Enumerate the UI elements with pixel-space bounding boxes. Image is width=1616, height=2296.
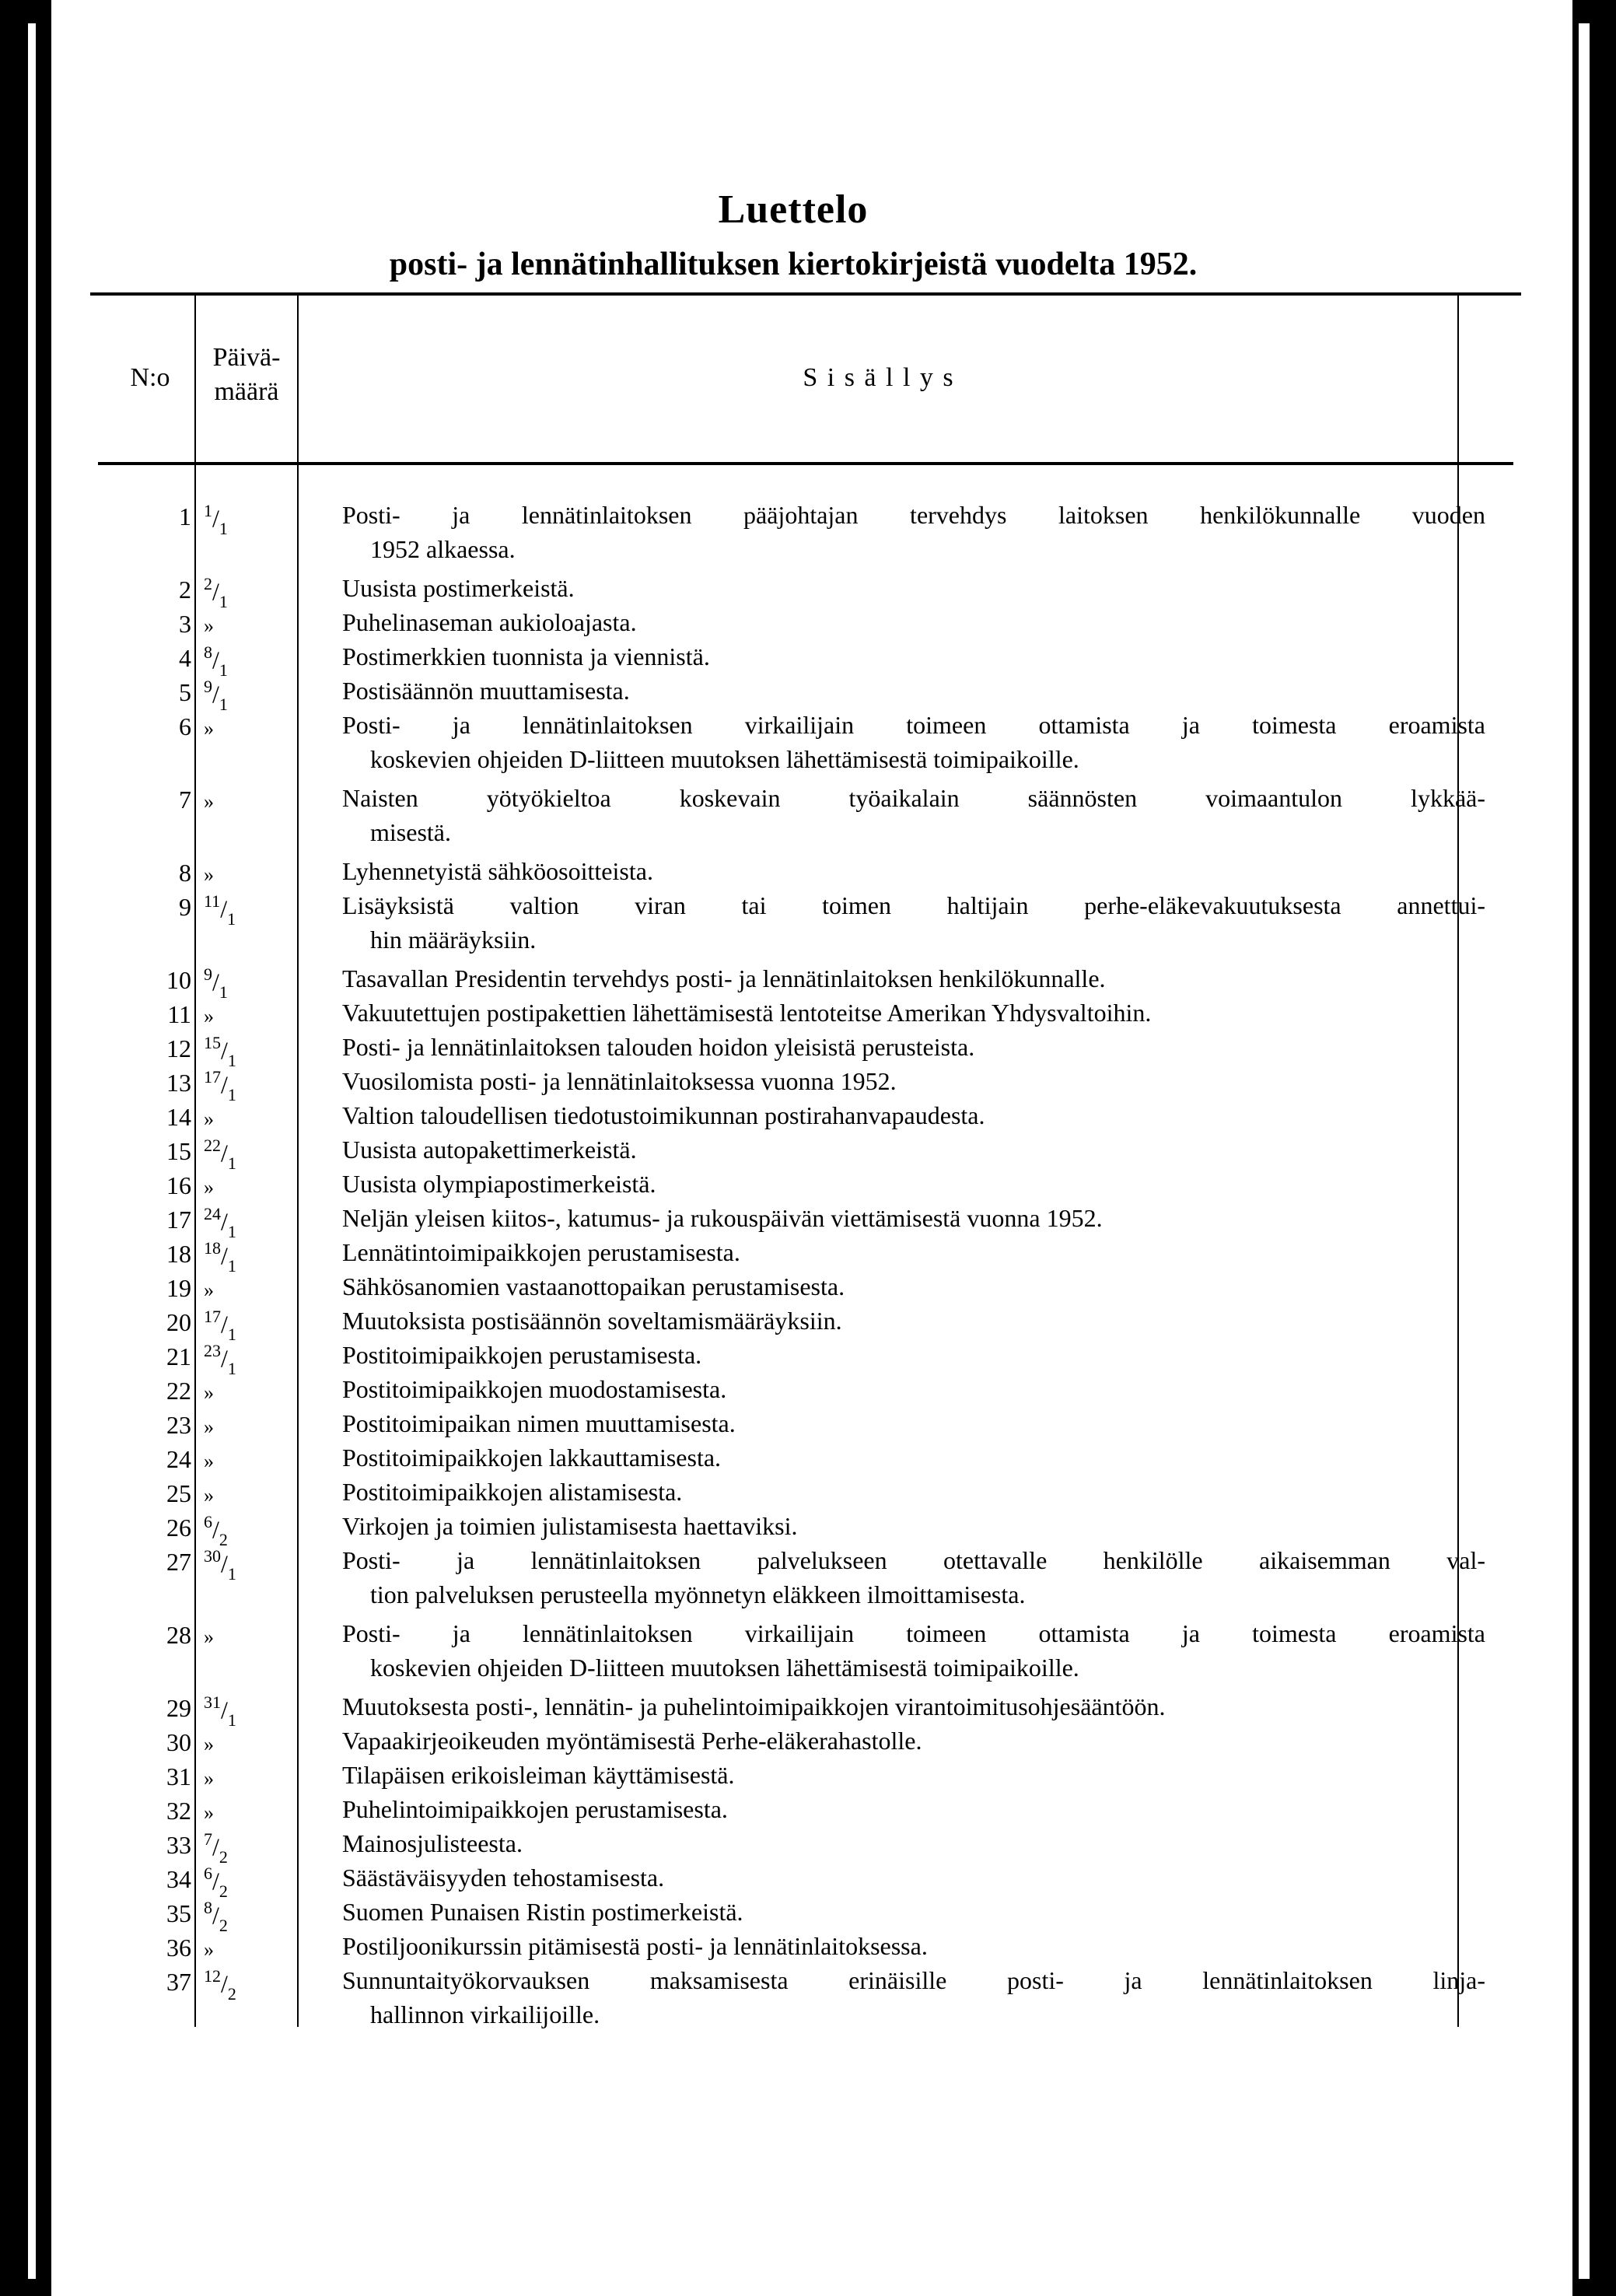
content-line: Posti- ja lennätinlaitoksen virkailijain toimeen ottamista ja toimesta eroamista [342,1619,1485,1647]
ditto-mark: » [204,1801,214,1824]
date-slash: / [212,646,219,674]
date-month: 1 [227,1564,236,1584]
row-number: 36 [166,1934,191,1962]
row-date [204,1934,320,1962]
row-date [204,1137,320,1172]
row-number: 13 [166,1069,191,1097]
content-line: Suomen Punaisen Ristin postimerkeistä. [342,1898,743,1926]
date-month: 2 [219,1916,228,1936]
content-line: koskevien ohjeiden D-liitteen muutoksen lähettämisestä toimipaikoille. [370,745,1079,773]
row-content [342,1860,1485,1895]
page-title: Luettelo [718,187,869,232]
content-line: Muutoksista postisäännön soveltamismääräyksiin. [342,1307,842,1335]
row-number: 32 [166,1797,191,1825]
row-content [342,1689,1485,1724]
ditto-mark: » [204,863,214,886]
date-slash: / [212,680,219,709]
row-number: 4 [179,644,191,672]
row-date [204,1308,320,1343]
date-day: 11 [204,891,221,911]
row-date [204,893,320,928]
date-slash: / [220,894,228,923]
date-day: 30 [204,1546,221,1566]
row-content [342,888,1485,957]
row-date [204,712,320,741]
row-number: 19 [166,1274,191,1302]
row-number: 14 [166,1103,191,1131]
date-slash: / [212,968,219,996]
date-day: 22 [204,1136,221,1155]
row-content [342,1758,1485,1792]
content-line: Uusista autopakettimerkeistä. [342,1136,637,1164]
row-date [204,1899,320,1934]
row-content [342,1440,1485,1475]
row-date [204,1797,320,1825]
content-line: misestä. [370,818,451,846]
scan-edge-right [1579,23,1590,2279]
row-content [342,1201,1485,1235]
date-month: 1 [219,660,228,681]
row-number: 18 [166,1240,191,1268]
content-line: Lisäyksistä valtion viran tai toimen haltijain perhe-eläkevakuutuksesta annettui- [342,891,1485,919]
row-number: 20 [166,1308,191,1336]
row-date [204,1377,320,1405]
row-date [204,1445,320,1474]
row-content [342,708,1485,776]
content-line: Tilapäisen erikoisleiman käyttämisestä. [342,1761,735,1789]
date-day: 8 [204,642,212,662]
ditto-mark: » [204,1279,214,1301]
row-number: 9 [179,893,191,921]
date-slash: / [221,1344,228,1373]
date-month: 1 [219,519,228,539]
date-month: 2 [227,1984,236,2004]
row-date [204,678,320,713]
ditto-mark: » [204,1767,214,1790]
date-month: 1 [227,1085,236,1105]
date-slash: / [212,577,219,606]
row-date [204,1034,320,1069]
row-number: 34 [166,1865,191,1893]
date-month: 2 [219,1847,228,1867]
row-date [204,610,320,639]
row-number: 30 [166,1728,191,1756]
date-slash: / [221,1696,228,1724]
date-slash: / [212,1515,219,1544]
row-date [204,1548,320,1583]
row-content [342,996,1485,1030]
date-day: 17 [204,1307,221,1326]
content-line: Posti- ja lennätinlaitoksen virkailijain toimeen ottamista ja toimesta eroamista [342,711,1485,739]
row-content [342,1064,1485,1098]
content-line: hallinnon virkailijoille. [370,2000,600,2028]
content-line: Valtion taloudellisen tiedotustoimikunnan postirahanvapaudesta. [342,1101,985,1129]
row-content [342,571,1485,605]
date-month: 1 [227,909,236,929]
header-date-line2: määrä [214,377,279,406]
content-line: Naisten yötyökieltoa koskevain työaikalain säännösten voimaantulon lykkää- [342,784,1485,812]
date-slash: / [221,1139,228,1167]
row-date [204,1831,320,1866]
date-day: 6 [204,1512,212,1531]
row-number: 11 [167,1000,191,1028]
header-bottom-rule [98,462,1513,465]
row-date [204,1342,320,1377]
row-number: 15 [166,1137,191,1165]
date-month: 1 [227,1710,236,1731]
row-content [342,1509,1485,1543]
date-day: 18 [204,1238,221,1258]
date-day: 15 [204,1033,221,1052]
row-number: 21 [166,1342,191,1370]
row-content [342,1475,1485,1509]
date-month: 1 [227,1051,236,1071]
row-content [342,498,1485,566]
content-line: Puhelintoimipaikkojen perustamisesta. [342,1795,728,1823]
date-slash: / [212,1832,219,1861]
date-day: 17 [204,1067,221,1087]
date-month: 2 [219,1881,228,1902]
scan-edge-left [28,23,36,2279]
content-line: hin määräyksiin. [370,926,537,954]
content-line: Uusista postimerkeistä. [342,574,575,602]
row-content [342,1304,1485,1338]
row-date [204,1069,320,1104]
date-month: 1 [227,1359,236,1379]
row-date [204,1728,320,1757]
content-line: Lennätintoimipaikkojen perustamisesta. [342,1238,740,1266]
header-content: S i s ä l l y s [803,363,955,392]
row-date [204,1240,320,1275]
date-day: 9 [204,964,212,984]
date-day: 23 [204,1341,221,1360]
row-content [342,1235,1485,1269]
ditto-mark: » [204,614,214,637]
date-slash: / [221,1241,228,1270]
header-date [196,341,297,409]
date-day: 1 [204,501,212,520]
ditto-mark: » [204,717,214,740]
content-line: Lyhennetyistä sähköosoitteista. [342,857,653,885]
row-date [204,1968,320,2003]
row-content [342,781,1485,849]
row-content [342,639,1485,674]
date-slash: / [212,504,219,533]
ditto-mark: » [204,1938,214,1961]
content-line: Postiljoonikurssin pitämisestä posti- ja lennätinlaitoksessa. [342,1932,928,1960]
date-slash: / [212,1901,219,1930]
content-line: Postimerkkien tuonnista ja viennistä. [342,642,710,670]
row-number: 24 [166,1445,191,1473]
content-line: Säästäväisyyden tehostamisesta. [342,1864,665,1892]
row-date [204,1865,320,1900]
row-content [342,674,1485,708]
content-line: Mainosjulisteesta. [342,1829,523,1857]
header-no: N:o [130,363,170,392]
row-number: 26 [166,1514,191,1542]
content-line: Posti- ja lennätinlaitoksen talouden hoidon yleisistä perusteista. [342,1033,975,1061]
row-date [204,1171,320,1200]
row-date [204,502,320,537]
content-line: Uusista olympiapostimerkeistä. [342,1170,656,1198]
content-line: Neljän yleisen kiitos-, katumus- ja rukouspäivän viettämisestä vuonna 1952. [342,1204,1103,1232]
row-date [204,1411,320,1440]
date-month: 1 [227,1256,236,1276]
row-number: 28 [166,1621,191,1649]
date-day: 12 [204,1966,221,1986]
content-line: Postitoimipaikkojen alistamisesta. [342,1478,683,1506]
row-date [204,859,320,887]
row-number: 29 [166,1694,191,1722]
row-content [342,1132,1485,1167]
date-month: 1 [219,592,228,612]
row-number: 25 [166,1479,191,1507]
ditto-mark: » [204,1005,214,1027]
row-date [204,1000,320,1029]
date-day: 6 [204,1864,212,1883]
row-number: 33 [166,1831,191,1859]
row-number: 1 [179,502,191,530]
content-line: Postitoimipaikkojen muodostamisesta. [342,1375,727,1403]
date-day: 31 [204,1692,221,1712]
row-date [204,1621,320,1650]
date-slash: / [221,1070,228,1099]
date-slash: / [212,1867,219,1895]
page-subtitle: posti- ja lennätinhallituksen kiertokirjeistä vuodelta 1952. [389,247,1198,282]
row-date [204,1274,320,1303]
row-date [204,1479,320,1508]
date-slash: / [221,1549,228,1578]
row-content [342,854,1485,888]
date-month: 1 [219,695,228,715]
table-top-rule [90,292,1521,296]
row-content [342,1792,1485,1826]
content-line: Postitoimipaikkojen lakkauttamisesta. [342,1444,722,1472]
date-day: 8 [204,1898,212,1917]
row-number: 17 [166,1206,191,1234]
row-number: 22 [166,1377,191,1405]
ditto-mark: » [204,1626,214,1648]
document-page [51,0,1572,2296]
content-line: Muutoksesta posti-, lennätin- ja puhelintoimipaikkojen virantoimitusohjesääntöön. [342,1692,1166,1720]
row-content [342,1963,1485,2032]
date-day: 9 [204,677,212,696]
row-number: 6 [179,712,191,740]
row-date [204,786,320,814]
row-number: 31 [166,1762,191,1790]
date-slash: / [221,1969,228,1998]
row-content [342,1929,1485,1963]
date-month: 1 [227,1222,236,1242]
row-content [342,1338,1485,1372]
date-month: 1 [219,982,228,1003]
content-line: Postisäännön muuttamisesta. [342,677,630,705]
date-month: 1 [227,1325,236,1345]
column-divider-1 [194,296,196,2027]
content-line: Vuosilomista posti- ja lennätinlaitoksessa vuonna 1952. [342,1067,897,1095]
row-date [204,1762,320,1791]
row-content [342,1895,1485,1929]
ditto-mark: » [204,1381,214,1404]
row-content [342,1269,1485,1304]
content-line: Virkojen ja toimien julistamisesta haettaviksi. [342,1512,798,1540]
content-line: Vapaakirjeoikeuden myöntämisestä Perhe-eläkerahastolle. [342,1727,922,1755]
row-number: 7 [179,786,191,814]
date-day: 2 [204,574,212,593]
row-number: 27 [166,1548,191,1576]
header-date-line1: Päivä- [212,343,281,372]
ditto-mark: » [204,1484,214,1507]
date-month: 2 [219,1530,228,1550]
row-content [342,961,1485,996]
date-month: 1 [227,1153,236,1174]
content-line: Puhelinaseman aukioloajasta. [342,608,637,636]
content-line: koskevien ohjeiden D-liitteen muutoksen lähettämisestä toimipaikoille. [370,1654,1079,1682]
row-content [342,1724,1485,1758]
ditto-mark: » [204,1108,214,1130]
ditto-mark: » [204,1450,214,1472]
row-content [342,1098,1485,1132]
row-content [342,1372,1485,1406]
date-day: 24 [204,1204,221,1223]
row-number: 3 [179,610,191,638]
row-content [342,1616,1485,1685]
row-date [204,644,320,679]
row-number: 5 [179,678,191,706]
row-content [342,1030,1485,1064]
date-day: 7 [204,1829,212,1849]
date-slash: / [221,1036,228,1065]
date-slash: / [221,1207,228,1236]
row-content [342,1826,1485,1860]
row-number: 35 [166,1899,191,1927]
content-line: Tasavallan Presidentin tervehdys posti- ja lennätinlaitoksen henkilökunnalle. [342,964,1106,992]
row-content [342,1167,1485,1201]
row-date [204,1206,320,1241]
row-date [204,966,320,1001]
row-content [342,1406,1485,1440]
content-line: 1952 alkaessa. [370,535,516,563]
ditto-mark: » [204,790,214,813]
content-line: tion palveluksen perusteella myönnetyn eläkkeen ilmoittamisesta. [370,1580,1026,1608]
row-date [204,1514,320,1549]
row-number: 37 [166,1968,191,1996]
row-content [342,1543,1485,1612]
row-number: 16 [166,1171,191,1199]
content-line: Postitoimipaikkojen perustamisesta. [342,1341,702,1369]
row-number: 12 [166,1034,191,1062]
ditto-mark: » [204,1733,214,1755]
ditto-mark: » [204,1416,214,1438]
row-number: 10 [166,966,191,994]
content-line: Postitoimipaikan nimen muuttamisesta. [342,1409,736,1437]
content-line: Vakuutettujen postipakettien lähettämisestä lentoteitse Amerikan Yhdysvaltoihin. [342,999,1152,1027]
content-line: Posti- ja lennätinlaitoksen palvelukseen otettavalle henkilölle aikaisemman val- [342,1546,1485,1574]
row-number: 23 [166,1411,191,1439]
content-line: Sunnuntaityökorvauksen maksamisesta erinäisille posti- ja lennätinlaitoksen linja- [342,1966,1485,1994]
date-slash: / [221,1310,228,1339]
row-number: 8 [179,859,191,887]
row-date [204,1103,320,1132]
content-line: Posti- ja lennätinlaitoksen pääjohtajan tervehdys laitoksen henkilökunnalle vuoden [342,501,1485,529]
row-date [204,576,320,611]
row-number: 2 [179,576,191,604]
content-line: Sähkösanomien vastaanottopaikan perustamisesta. [342,1272,845,1300]
row-date [204,1694,320,1729]
ditto-mark: » [204,1176,214,1199]
row-content [342,605,1485,639]
